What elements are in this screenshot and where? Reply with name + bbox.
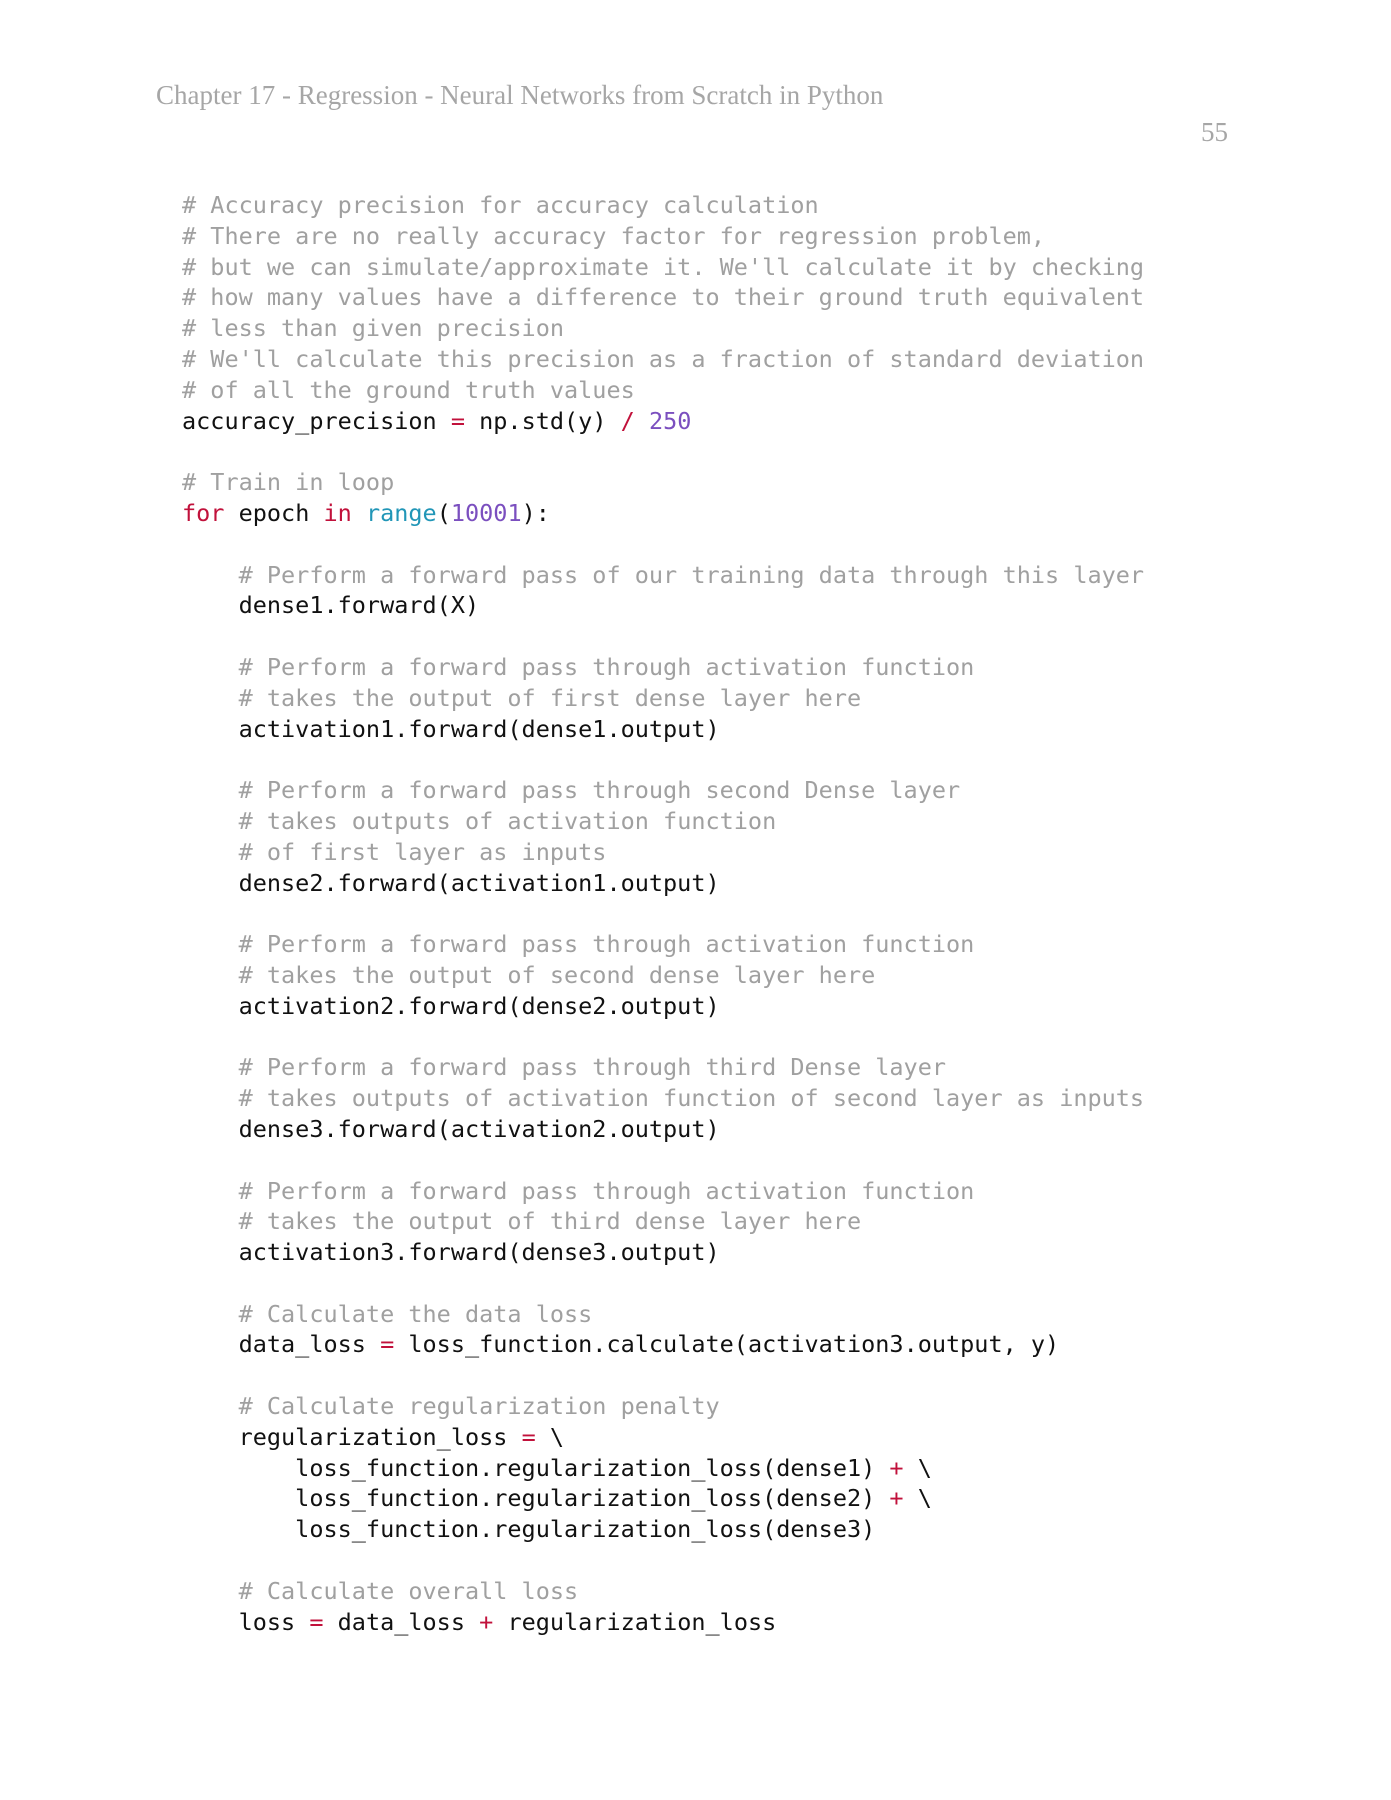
- code-line: [182, 313, 1144, 344]
- code-line: [182, 375, 1144, 406]
- code-line: [182, 1453, 1144, 1484]
- code-token-text: dense1.forward(X): [182, 591, 480, 620]
- code-line: [182, 1483, 1144, 1514]
- code-token-text: [182, 684, 239, 712]
- code-line: [182, 1329, 1144, 1360]
- code-line: [182, 1422, 1144, 1453]
- code-token-comment: # takes the output of third dense layer here: [238, 1207, 862, 1236]
- code-line: [182, 190, 1144, 221]
- code-token-text: [182, 1577, 239, 1605]
- code-line: [182, 282, 1144, 313]
- code-blank-line: [182, 1360, 1144, 1391]
- code-token-text: activation1.forward(dense1.output): [182, 714, 720, 743]
- code-line: [182, 406, 1144, 437]
- code-token-text: loss_function.regularization_loss(dense2): [182, 1484, 890, 1513]
- code-blank-line: [182, 1145, 1144, 1176]
- code-token-text: \: [903, 1453, 932, 1482]
- code-token-comment: # Train in loop: [182, 468, 395, 497]
- code-line: [182, 1514, 1144, 1545]
- code-token-operator: +: [889, 1484, 904, 1513]
- code-token-keyword: in: [323, 498, 352, 527]
- code-token-text: [182, 1300, 239, 1328]
- code-line: [182, 560, 1144, 591]
- code-line: [182, 344, 1144, 375]
- code-token-text: regularization_loss: [182, 1422, 522, 1451]
- code-token-text: [182, 807, 239, 835]
- code-token-number: 10001: [450, 498, 522, 527]
- code-token-text: [182, 1207, 239, 1235]
- code-line: [182, 1576, 1144, 1607]
- code-token-comment: # Perform a forward pass through third Dense layer: [238, 1053, 947, 1082]
- code-token-comment: # takes outputs of activation function: [238, 806, 777, 835]
- code-blank-line: [182, 621, 1144, 652]
- code-blank-line: [182, 744, 1144, 775]
- code-token-text: [635, 407, 649, 435]
- code-blank-line: [182, 1545, 1144, 1576]
- code-line: [182, 1206, 1144, 1237]
- code-token-operator: =: [521, 1422, 536, 1451]
- code-token-operator: +: [889, 1453, 904, 1482]
- code-line: [182, 1391, 1144, 1422]
- code-token-comment: # Perform a forward pass of our training data through this layer: [238, 560, 1145, 589]
- code-token-text: dense2.forward(activation1.output): [182, 868, 720, 897]
- code-token-comment: # Calculate regularization penalty: [238, 1392, 720, 1421]
- code-blank-line: [182, 898, 1144, 929]
- code-line: [182, 806, 1144, 837]
- code-token-text: epoch: [224, 498, 324, 527]
- code-token-text: dense3.forward(activation2.output): [182, 1114, 720, 1143]
- code-line: [182, 221, 1144, 252]
- code-block: [182, 190, 1144, 1637]
- code-token-operator: =: [380, 1330, 395, 1359]
- code-line: [182, 837, 1144, 868]
- code-token-text: data_loss: [323, 1607, 480, 1636]
- code-token-text: activation3.forward(dense3.output): [182, 1238, 720, 1267]
- code-token-text: activation2.forward(dense2.output): [182, 991, 720, 1020]
- code-token-text: [182, 930, 239, 958]
- code-token-text: regularization_loss: [493, 1607, 777, 1636]
- code-blank-line: [182, 1268, 1144, 1299]
- code-line: [182, 590, 1144, 621]
- code-token-text: \: [535, 1422, 565, 1451]
- code-token-text: data_loss: [182, 1330, 381, 1359]
- code-token-comment: # takes the output of second dense layer here: [238, 960, 876, 989]
- code-blank-line: [182, 529, 1144, 560]
- code-token-builtin: range: [365, 498, 437, 527]
- code-token-text: [182, 653, 239, 681]
- code-line: [182, 683, 1144, 714]
- code-line: [182, 1083, 1144, 1114]
- code-line: [182, 868, 1144, 899]
- code-line: [182, 775, 1144, 806]
- code-token-text: (: [436, 498, 451, 527]
- code-token-comment: # Calculate the data loss: [238, 1299, 593, 1328]
- code-token-comment: # Perform a forward pass through second Dense layer: [238, 776, 961, 805]
- code-token-text: [352, 499, 366, 527]
- code-token-comment: # Accuracy precision for accuracy calculation: [182, 191, 819, 219]
- code-line: [182, 1607, 1144, 1638]
- code-token-comment: # Perform a forward pass through activation function: [238, 652, 975, 681]
- code-token-comment: # Calculate overall loss: [238, 1576, 579, 1605]
- code-line: [182, 1176, 1144, 1207]
- code-token-comment: # Perform a forward pass through activation function: [238, 930, 975, 959]
- code-token-comment: # how many values have a difference to their ground truth equivalent: [182, 283, 1145, 312]
- page-number: 55: [1201, 117, 1228, 147]
- code-line: [182, 1052, 1144, 1083]
- code-line: [182, 1237, 1144, 1268]
- code-token-text: loss: [182, 1607, 310, 1636]
- code-line: [182, 991, 1144, 1022]
- code-line: [182, 960, 1144, 991]
- code-token-text: ):: [521, 498, 550, 527]
- code-token-comment: # of first layer as inputs: [238, 837, 607, 866]
- code-line: [182, 714, 1144, 745]
- code-token-text: [182, 838, 239, 866]
- code-token-text: loss_function.regularization_loss(dense3): [182, 1515, 876, 1544]
- code-token-operator: =: [450, 406, 465, 435]
- code-line: [182, 498, 1144, 529]
- code-token-comment: # There are no really accuracy factor for regression problem,: [182, 221, 1046, 250]
- code-line: [182, 1299, 1144, 1330]
- code-line: [182, 467, 1144, 498]
- code-token-comment: # Perform a forward pass through activation function: [238, 1176, 975, 1205]
- code-token-operator: =: [309, 1607, 324, 1636]
- code-line: [182, 652, 1144, 683]
- code-token-text: [182, 961, 239, 989]
- code-token-text: accuracy_precision: [182, 406, 451, 435]
- code-token-operator: +: [479, 1607, 494, 1636]
- code-token-number: 250: [648, 406, 692, 435]
- code-token-comment: # but we can simulate/approximate it. We'll calculate it by checking: [182, 252, 1145, 281]
- code-token-text: [182, 1177, 239, 1205]
- code-token-comment: # of all the ground truth values: [182, 375, 635, 404]
- page-header-title: Chapter 17 - Regression - Neural Networks from Scratch in Python: [156, 80, 884, 110]
- code-token-comment: # takes the output of first dense layer here: [238, 683, 862, 712]
- code-token-text: np.std(y): [464, 406, 621, 435]
- code-token-operator: /: [620, 406, 635, 435]
- code-line: [182, 252, 1144, 283]
- code-token-text: [182, 561, 239, 589]
- code-blank-line: [182, 1022, 1144, 1053]
- code-line: [182, 1114, 1144, 1145]
- code-token-keyword: for: [182, 498, 225, 527]
- code-token-text: \: [903, 1484, 932, 1513]
- code-token-text: [182, 1084, 239, 1112]
- code-token-comment: # less than given precision: [182, 314, 565, 343]
- code-token-comment: # takes outputs of activation function of second layer as inputs: [238, 1084, 1145, 1113]
- code-token-text: loss_function.regularization_loss(dense1): [182, 1453, 890, 1482]
- code-token-text: [182, 776, 239, 804]
- code-token-text: [182, 1053, 239, 1081]
- code-line: [182, 929, 1144, 960]
- code-blank-line: [182, 436, 1144, 467]
- code-token-text: loss_function.calculate(activation3.output, y): [394, 1330, 1060, 1359]
- code-token-text: [182, 1392, 239, 1420]
- code-token-comment: # We'll calculate this precision as a fraction of standard deviation: [182, 344, 1145, 373]
